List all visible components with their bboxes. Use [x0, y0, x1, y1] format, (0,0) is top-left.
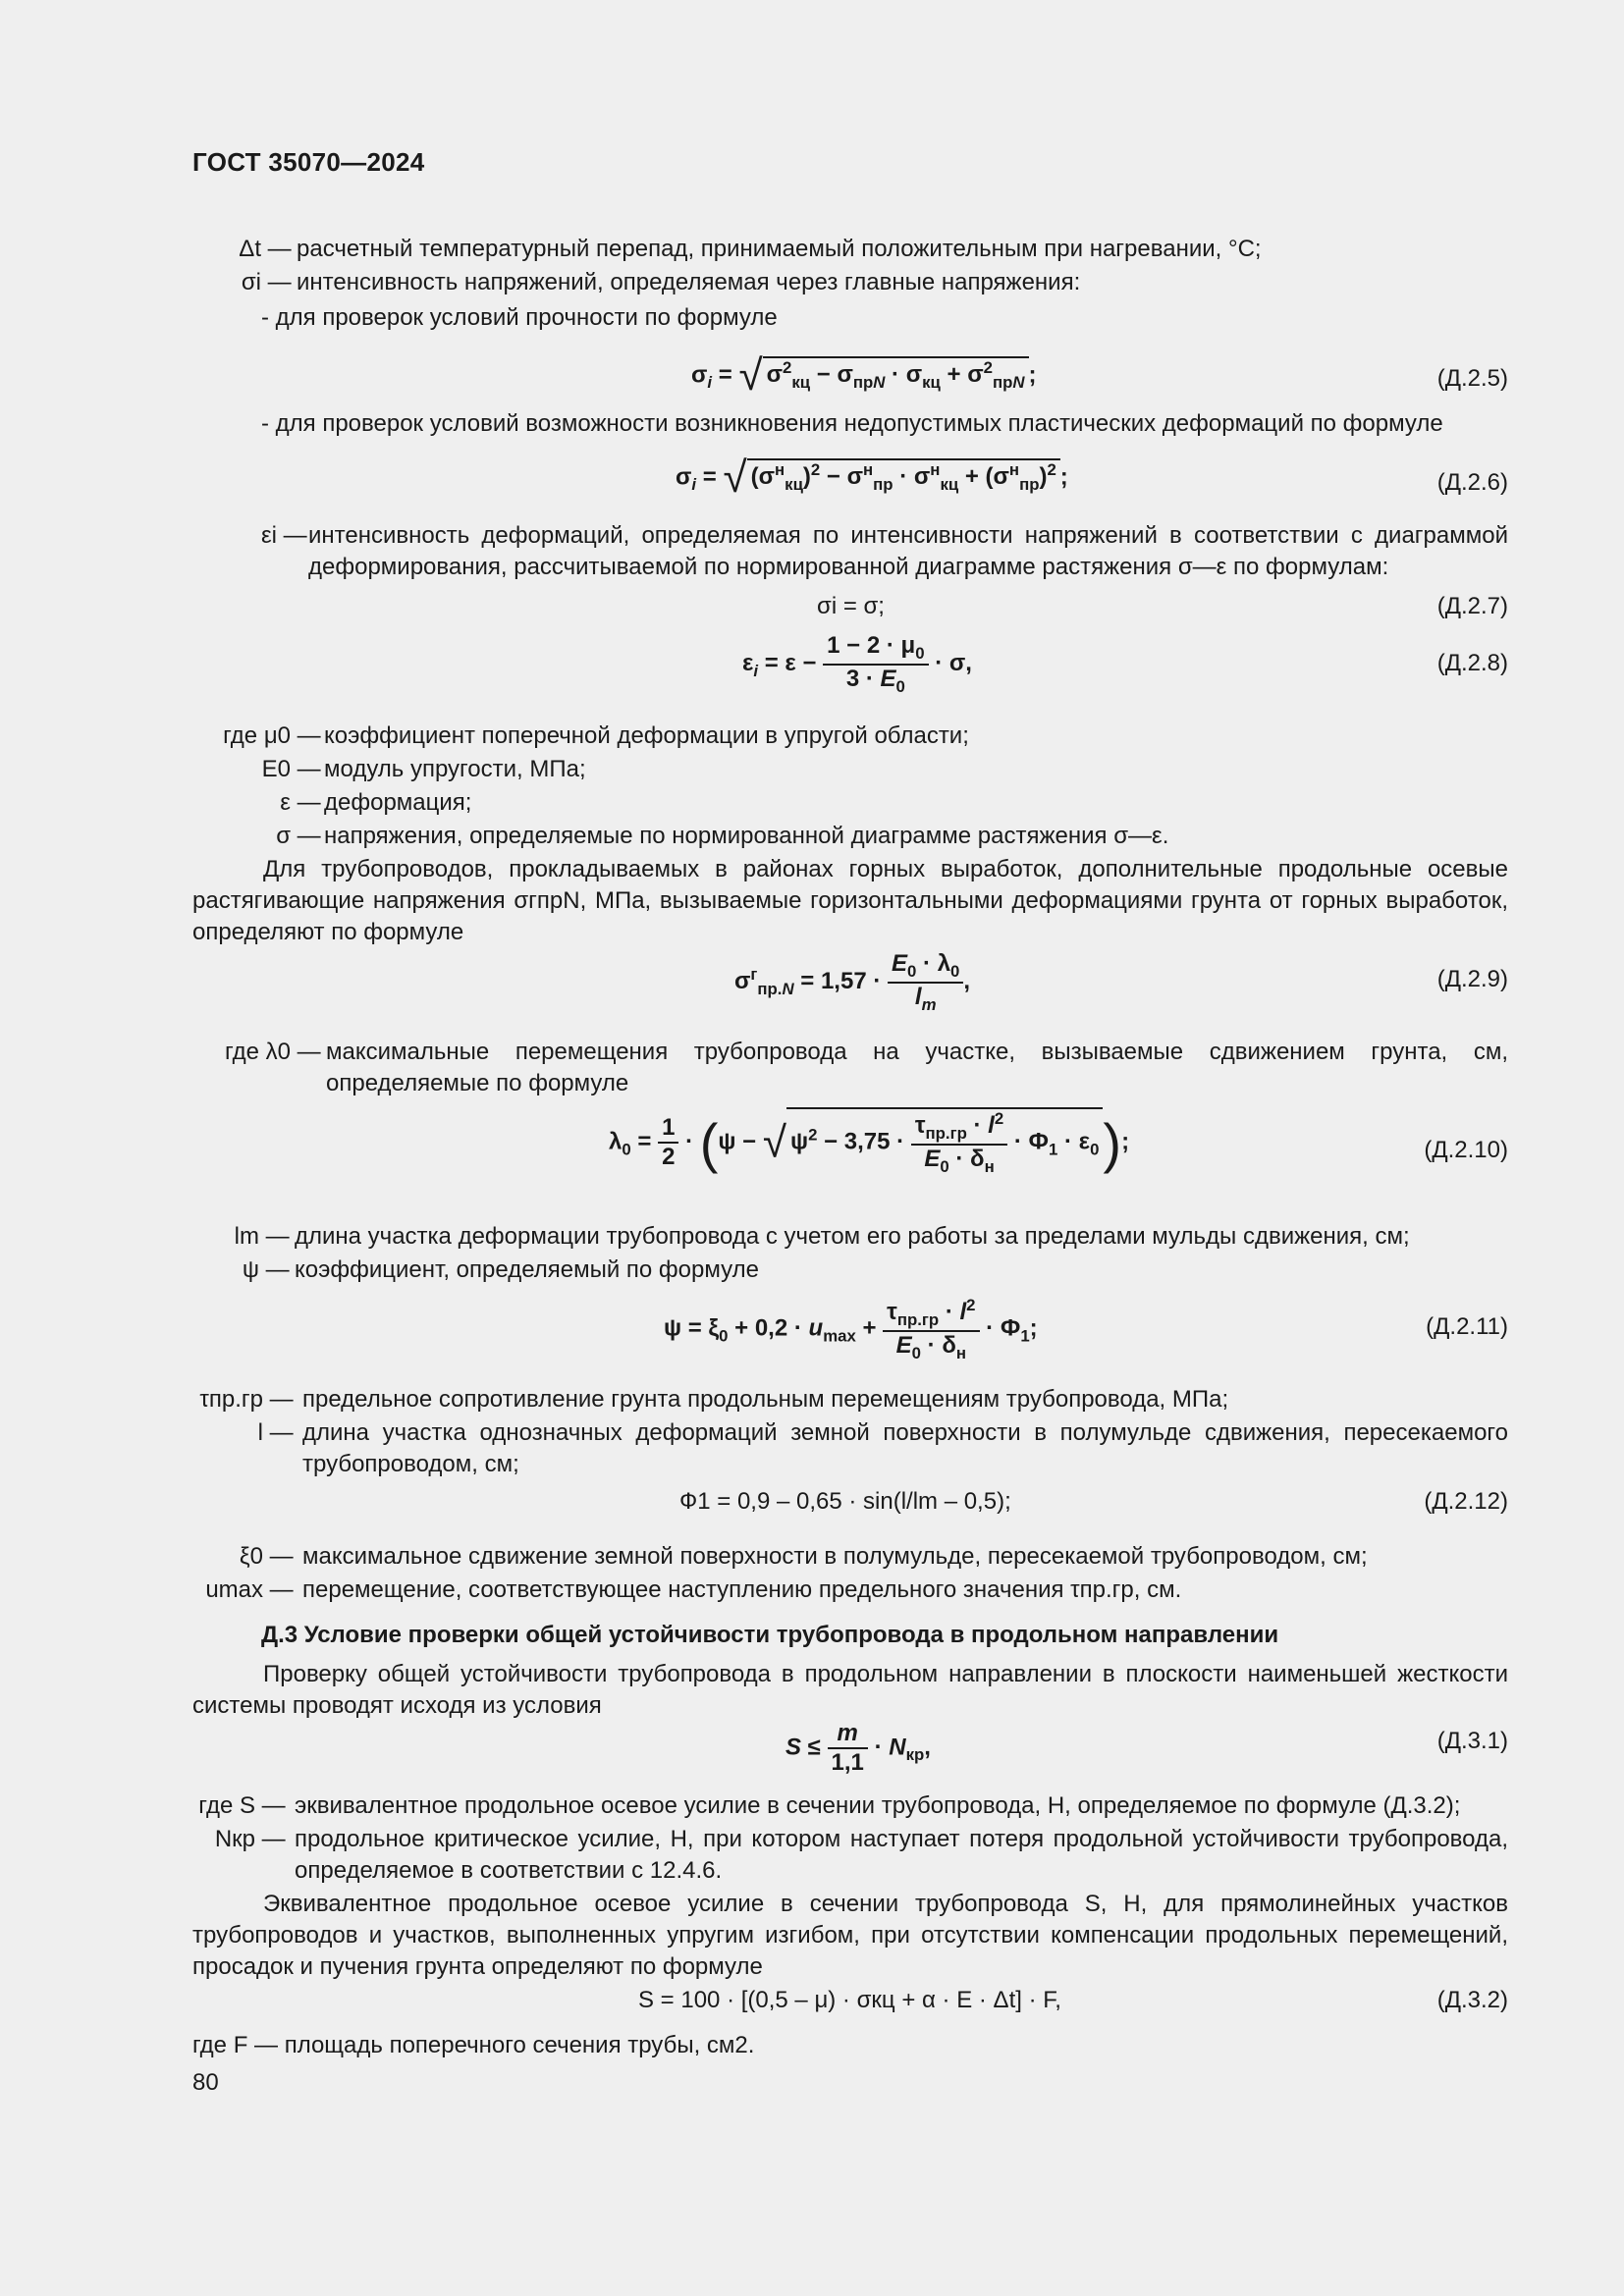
definition-f: где F — площадь поперечного сечения трубы, см2. [192, 2032, 755, 2058]
symbol: lm [234, 1223, 259, 1250]
definition-text: напряжения, определяемые по нормированной диаграмме растяжения σ—ε. [324, 823, 1169, 849]
eq-number-d211: (Д.2.11) [1426, 1313, 1508, 1340]
eq-number-d28: (Д.2.8) [1436, 650, 1508, 676]
formula-d211: $\psi = \xi_0 + 0,2 \cdot u_{max}$ + $\frac{\tau_{пр.гр} \cdot l^2}{E_0 \cdot \delta_н}$ · $Ф_1$; [664, 1296, 1038, 1362]
definition-text: коэффициент, определяемый по формуле [295, 1256, 759, 1283]
definition-text: длина участка деформации трубопровода с учетом его работы за пределами мульды сдвижения, см; [295, 1223, 1410, 1250]
symbol: umax [205, 1576, 263, 1603]
definition-text: эквивалентное продольное осевое усилие в сечении трубопровода, Н, определяемое по формуле (Д.3.2); [295, 1792, 1461, 1819]
formula-d28: $\varepsilon_i = \varepsilon$ − $\frac{1 - 2 \cdot \mu_0}{3 \cdot E_0}$ · σ, [742, 632, 972, 696]
eq-number-d29: (Д.2.9) [1436, 966, 1508, 992]
symbol: Δt [239, 236, 261, 262]
symbol: εi [260, 522, 277, 549]
symbol: τпр.гр [199, 1386, 263, 1413]
symbol: где λ0 [224, 1039, 291, 1065]
definition-text: максимальное сдвижение земной поверхности в полумульде, пересекаемой трубопроводом, см; [302, 1543, 1368, 1570]
formula-d212: Ф1 = 0,9 – 0,65 · sin(l/lm – 0,5); [679, 1488, 1011, 1515]
symbol: E0 [261, 756, 291, 782]
symbol: где S [198, 1792, 255, 1819]
formula-d210: $\lambda_0$ = $\frac{1}{2}$ · (ψ − √ $\psi^2 - 3,75$ · $\frac{\tau_{пр.гр} \cdot l^2}{E_0 \cdot \delta_н}$ · $Ф_1 \cdot \varepsilon_0$); [609, 1109, 1130, 1176]
definition-text: перемещение, соответствующее наступлению предельного значения τпр.гр, см. [302, 1576, 1182, 1603]
symbol: где μ0 [223, 722, 291, 749]
eq-number-d32: (Д.3.2) [1436, 1987, 1508, 2013]
eq-number-d26: (Д.2.6) [1436, 469, 1508, 496]
document-header: ГОСТ 35070—2024 [192, 147, 425, 177]
eq-number-d212: (Д.2.12) [1424, 1488, 1508, 1515]
symbol: ε [280, 789, 291, 816]
definition-text: деформация; [324, 789, 472, 816]
bullet-strength: - для проверок условий прочности по формуле [261, 304, 778, 331]
symbol: ξ0 [239, 1543, 263, 1570]
paragraph-equivalent-force: Эквивалентное продольное осевое усилие в сечении трубопровода S, Н, для прямолинейных участков трубопроводов и участков, выполненных упругим изгибом, при отсутствии компенсации продольных перемещений, просадок и пучения грунта определяют по формуле [192, 1891, 1508, 1980]
eq-number-d25: (Д.2.5) [1436, 365, 1508, 392]
formula-d32: S = 100 · [(0,5 – μ) · σкц + α · E · Δt] · F, [638, 1987, 1061, 2013]
definition-text: длина участка однозначных деформаций земной поверхности в полумульде сдвижения, пересекаемого трубопроводом, см; [302, 1419, 1508, 1477]
definition-text: предельное сопротивление грунта продольным перемещениям трубопровода, МПа; [302, 1386, 1229, 1413]
definition-text: интенсивность деформаций, определяемая по интенсивности напряжений в соответствии с диаграммой деформирования, рассчитываемой по нормированной диаграмме растяжения σ—ε по формулам: [308, 522, 1508, 580]
definition-text: продольное критическое усилие, Н, при котором наступает потеря продольной устойчивости трубопровода, определяемое в соответствии с 12.4.6. [295, 1826, 1508, 1884]
eq-number-d31: (Д.3.1) [1436, 1728, 1508, 1754]
definition-text: модуль упругости, МПа; [324, 756, 586, 782]
formula-d29: $\sigma^г_{пр.N} = 1,57$ · $\frac{E_0 \cdot \lambda_0}{l_m}$ , [734, 950, 971, 1014]
page-number: 80 [192, 2069, 219, 2096]
symbol: l [257, 1419, 263, 1446]
symbol: σi [241, 269, 261, 295]
eq-number-d27: (Д.2.7) [1436, 593, 1508, 619]
definition-text: расчетный температурный перепад, принимаемый положительным при нагревании, °С; [297, 236, 1262, 262]
section-heading-d3: Д.3 Условие проверки общей устойчивости трубопровода в продольном направлении [261, 1622, 1279, 1648]
symbol: σ [276, 823, 291, 849]
definition-text: интенсивность напряжений, определяемая через главные напряжения: [297, 269, 1081, 295]
paragraph-mining: Для трубопроводов, прокладываемых в районах горных выработок, дополнительные продольные осевые растягивающие напряжения σгпрN, МПа, вызываемые горизонтальными деформациями грунта от горных выработок, определяют по формуле [192, 856, 1508, 945]
eq-number-d210: (Д.2.10) [1424, 1137, 1508, 1163]
definition-text: максимальные перемещения трубопровода на участке, вызываемые сдвижением грунта, см, определяемые по формуле [326, 1039, 1508, 1096]
definition-text: коэффициент поперечной деформации в упругой области; [324, 722, 969, 749]
bullet-plastic: - для проверок условий возможности возникновения недопустимых пластических деформаций по формуле [261, 410, 1443, 437]
formula-d31: S ≤ $\frac{m}{1,1}$ · $N_{кр}$, [785, 1720, 931, 1776]
formula-d25: $\sigma_i$ = √ $\sigma^2_{кц} - \sigma_{прN} \cdot \sigma_{кц} + \sigma^2_{прN}$ ; [691, 351, 1037, 400]
document-page: ГОСТ 35070—2024 Δt — расчетный температурный перепад, принимаемый положительным при нагревании, °С; σi — интенсивность напряжений, определяемая через главные напряжения: - для проверок условий прочности по формуле $\sigma_i$ = √ $\sigma^2_{кц} - \sigma_{прN} \cdot \sigma_{кц} + \sigma^2_{прN}$ ; (Д.2.5) - для проверок условий возможности возникновения недопустимых пластических деформаций по формуле $\sigma_i$ = √ $(\sigma^н_{кц})^2 - \sigma^н_{пр} \cdot \sigma^н_{кц} + (\sigma^н_{пр})^2$ ; (Д.2.6) εi — интенсивность деформаций, определяемая по интенсивности напряжений в соответствии с диаграммой деформирования, рассчитываемой по нормированной диаграмме растяжения σ—ε по формулам: σi = σ; (Д.2.7) $\varepsilon_i = \varepsilon$ − $\frac{1 - 2 \cdot \mu_0}{3 \cdot E_0}$ · σ, (Д.2.8) где μ0 — коэффициент поперечной деформации в упругой области; E0 — модуль упругости, МПа; ε — деформация; σ — напряжения, определяемые по нормированной диаграмме растяжения σ—ε. Для трубопроводов, прокладываемых в районах горных выработок, дополнительные продольные осевые растягивающие напряжения σгпрN, МПа, вызываемые горизонтальными деформациями грунта от горных выработок, определяют по формуле $\sigma^г_{пр.N} = 1,57$ · $\frac{E_0 \cdot \lambda_0}{l_m}$ , (Д.2.9) где λ0 — максимальные перемещения трубопровода на участке, вызываемые сдвижением грунта, см, определяемые по формуле $\lambda_0$ = $\frac{1}{2}$ · (ψ − √ $\psi^2 - 3,75$ · $\frac{\tau_{пр.гр} \cdot l^2}{E_0 \cdot \delta_н}$ · $Ф_1 \cdot \varepsilon_0$); (Д.2.10) lm — длина участка деформации трубопровода с учетом его работы за пределами мульды сдвижения, см; ψ — коэффициент, определяемый по формуле $\psi = \xi_0 + 0,2 \cdot u_{max}$ + $\frac{\tau_{пр.гр} \cdot l^2}{E_0 \cdot \delta_н}$ · $Ф_1$; (Д.2.11) τпр.гр — предельное сопротивление грунта продольным перемещениям трубопровода, МПа; l — длина участка однозначных деформаций земной поверхности в полумульде сдвижения, пересекаемого трубопроводом, см; Ф1 = 0,9 – 0,65 · sin(l/lm – 0,5); (Д.2.12) ξ0 — максимальное сдвижение земной поверхности в полумульде, пересекаемой трубопроводом, см; umax — перемещение, соответствующее наступлению предельного значения τпр.гр, см. Д.3 Условие проверки общей устойчивости трубопровода в продольном направлении Проверку общей устойчивости трубопровода в продольном направлении в плоскости наименьшей жесткости системы проводят исходя из условия S ≤ $\frac{m}{1,1}$ · $N_{кр}$, (Д.3.1) где S — эквивалентное продольное осевое усилие в сечении трубопровода, Н, определяемое по формуле (Д.3.2); Nкр — продольное критическое усилие, Н, при котором наступает потеря продольной устойчивости трубопровода, определяемое в соответствии с 12.4.6. Эквивалентное продольное осевое усилие в сечении трубопровода S, Н, для прямолинейных участков трубопроводов и участков, выполненных упругим изгибом, при отсутствии компенсации продольных перемещений, просадок и пучения грунта определяют по формуле S = 100 · [(0,5 – μ) · σкц + α · E · Δt] · F, (Д.3.2) где F — площадь поперечного сечения трубы, см2. 80 [192, 147, 1508, 2096]
symbol: ψ [242, 1256, 259, 1283]
formula-d26: $\sigma_i$ = √ $(\sigma^н_{кц})^2 - \sigma^н_{пр} \cdot \sigma^н_{кц} + (\sigma^н_{пр})^2$ ; [676, 454, 1068, 502]
formula-d27: σi = σ; [817, 593, 885, 619]
symbol: Nкр [214, 1826, 255, 1852]
paragraph-stability: Проверку общей устойчивости трубопровода в продольном направлении в плоскости наименьшей жесткости системы проводят исходя из условия [192, 1661, 1508, 1719]
